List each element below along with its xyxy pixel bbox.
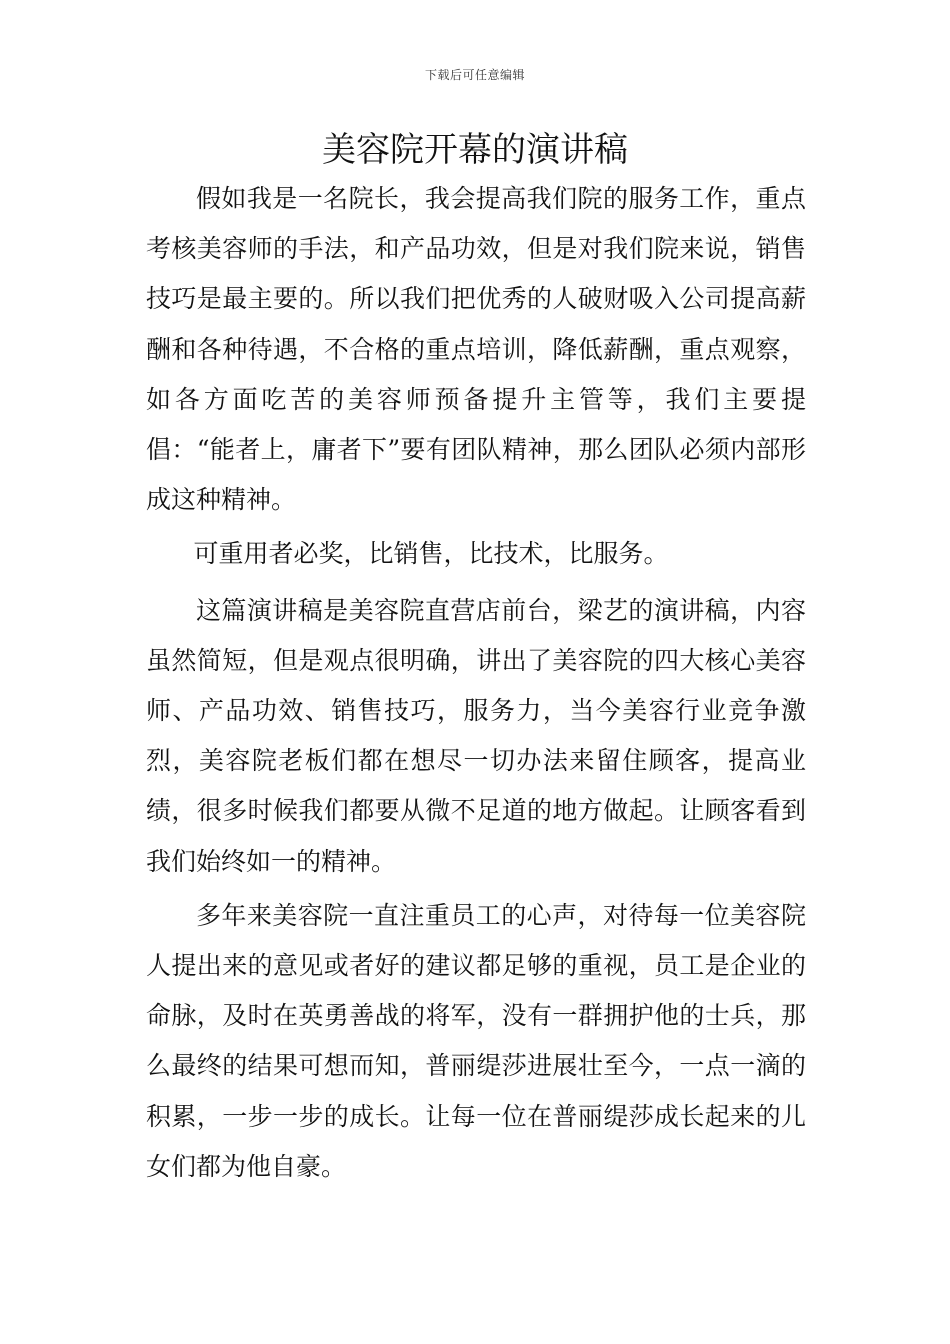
paragraph-2: 可重用者必奖，比销售，比技术，比服务。 [193,539,669,569]
document-title: 美容院开幕的演讲稿 [322,130,628,170]
paragraph-4: 多年来美容院一直注重员工的心声，对待每一位美容院人提出来的意见或者好的建议都足够的重视，员工是企业的命脉，及时在英勇善战的将军，没有一群拥护他的士兵，那么最终的结果可想而知，普丽缇莎进展壮至今，一点一滴的积累，一步一步的成长。让每一位在普丽缇莎成长起来的儿女们都为他自豪。 [146,900,806,1181]
document-body [146,174,806,1192]
paragraph-3: 这篇演讲稿是美容院直营店前台，梁艺的演讲稿，内容虽然简短，但是观点很明确，讲出了美容院的四大核心美容师、产品功效、销售技巧，服务力，当今美容行业竞争激烈，美容院老板们都在想尽一切办法来留住顾客，提高业绩，很多时候我们都要从微不足道的地方做起。让顾客看到我们始终如一的精神。 [146,595,806,876]
page-header-note: 下载后可任意编辑 [424,68,525,82]
paragraph-1: 假如我是一名院长，我会提高我们院的服务工作，重点考核美容师的手法，和产品功效，但是对我们院来说，销售技巧是最主要的。所以我们把优秀的人破财吸入公司提高薪酬和各种待遇，不合格的重点培训，降低薪酬，重点观察，如各方面吃苦的美容师预备提升主管等，我们主要提倡：“能者上，庸者下”要有团队精神，那么团队必须内部形成这种精神。 [146,184,806,515]
